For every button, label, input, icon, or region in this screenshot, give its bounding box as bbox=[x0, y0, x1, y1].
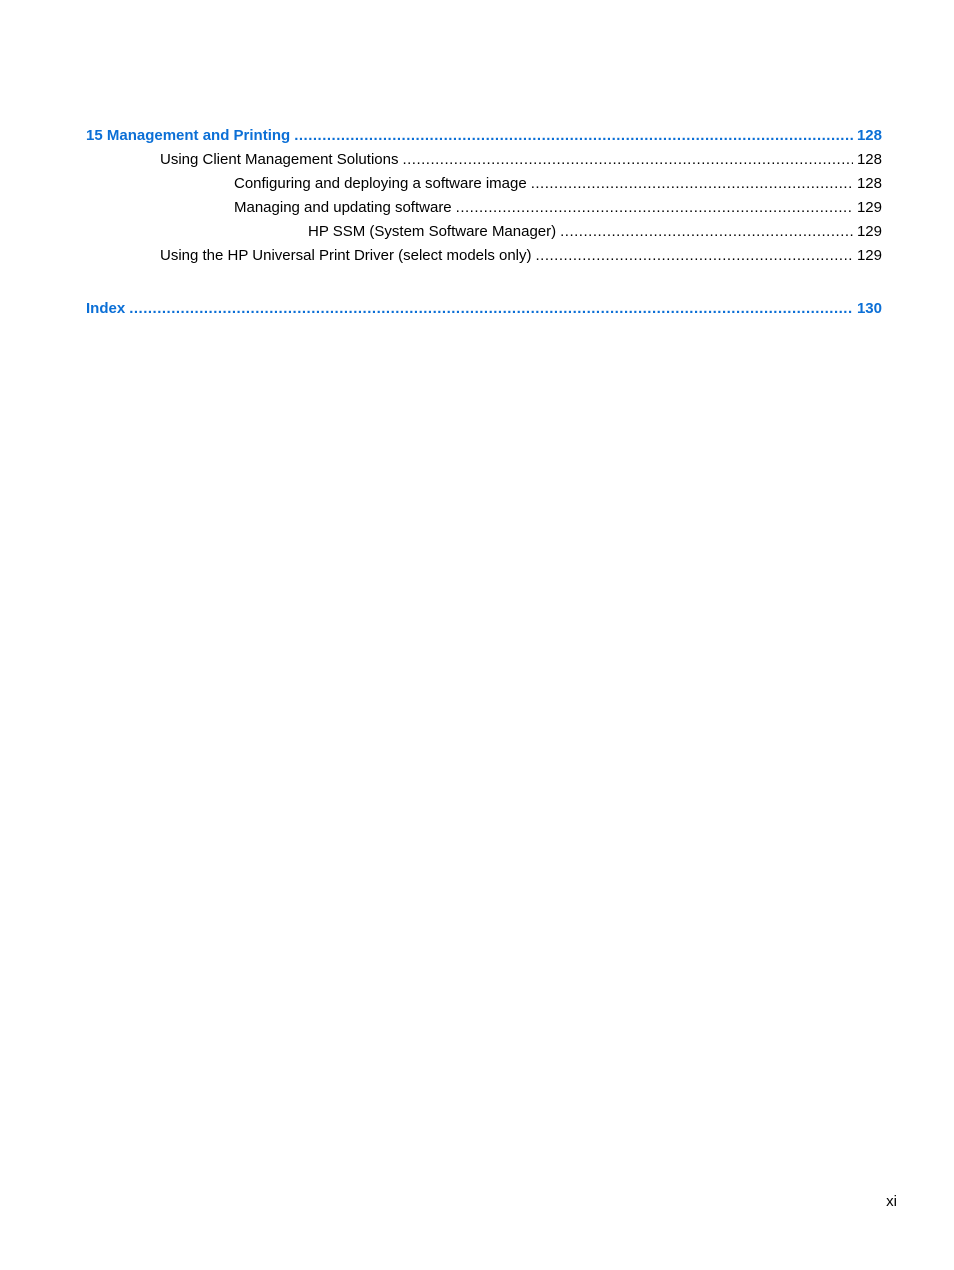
toc-entry-title[interactable]: 15 Management and Printing bbox=[86, 127, 291, 144]
toc-entry-page[interactable]: 128 bbox=[856, 127, 882, 144]
toc-entry-title: Managing and updating software bbox=[234, 199, 452, 216]
toc-entry-page[interactable]: 130 bbox=[856, 300, 882, 317]
toc-entry-title: Using the HP Universal Print Driver (select models only) bbox=[160, 247, 532, 264]
toc-entry-page: 129 bbox=[856, 247, 882, 264]
toc-entry-page: 128 bbox=[856, 175, 882, 192]
toc-dot-leader bbox=[560, 220, 853, 244]
toc-dot-leader bbox=[294, 124, 853, 148]
toc-dot-leader bbox=[129, 297, 853, 321]
toc-entry-title: Configuring and deploying a software image bbox=[234, 175, 527, 192]
toc-dot-leader bbox=[536, 244, 853, 268]
toc-dot-leader bbox=[456, 196, 853, 220]
toc-entry-index[interactable] bbox=[86, 297, 882, 321]
toc-entry-hp-ssm bbox=[86, 220, 882, 244]
toc-entry-title: HP SSM (System Software Manager) bbox=[308, 223, 557, 240]
toc-entry-software-image bbox=[86, 172, 882, 196]
toc-entry-updating-software bbox=[86, 196, 882, 220]
toc-entry-print-driver bbox=[86, 244, 882, 268]
page-number: xi bbox=[886, 1193, 897, 1210]
toc-entry-chapter-15[interactable] bbox=[86, 124, 882, 148]
table-of-contents bbox=[86, 124, 882, 321]
toc-entry-page: 129 bbox=[856, 223, 882, 240]
toc-dot-leader bbox=[531, 172, 853, 196]
toc-entry-page: 128 bbox=[856, 151, 882, 168]
toc-entry-title[interactable]: Index bbox=[86, 300, 126, 317]
toc-dot-leader bbox=[402, 148, 853, 172]
toc-entry-title: Using Client Management Solutions bbox=[160, 151, 399, 168]
toc-entry-client-management bbox=[86, 148, 882, 172]
toc-entry-page: 129 bbox=[856, 199, 882, 216]
